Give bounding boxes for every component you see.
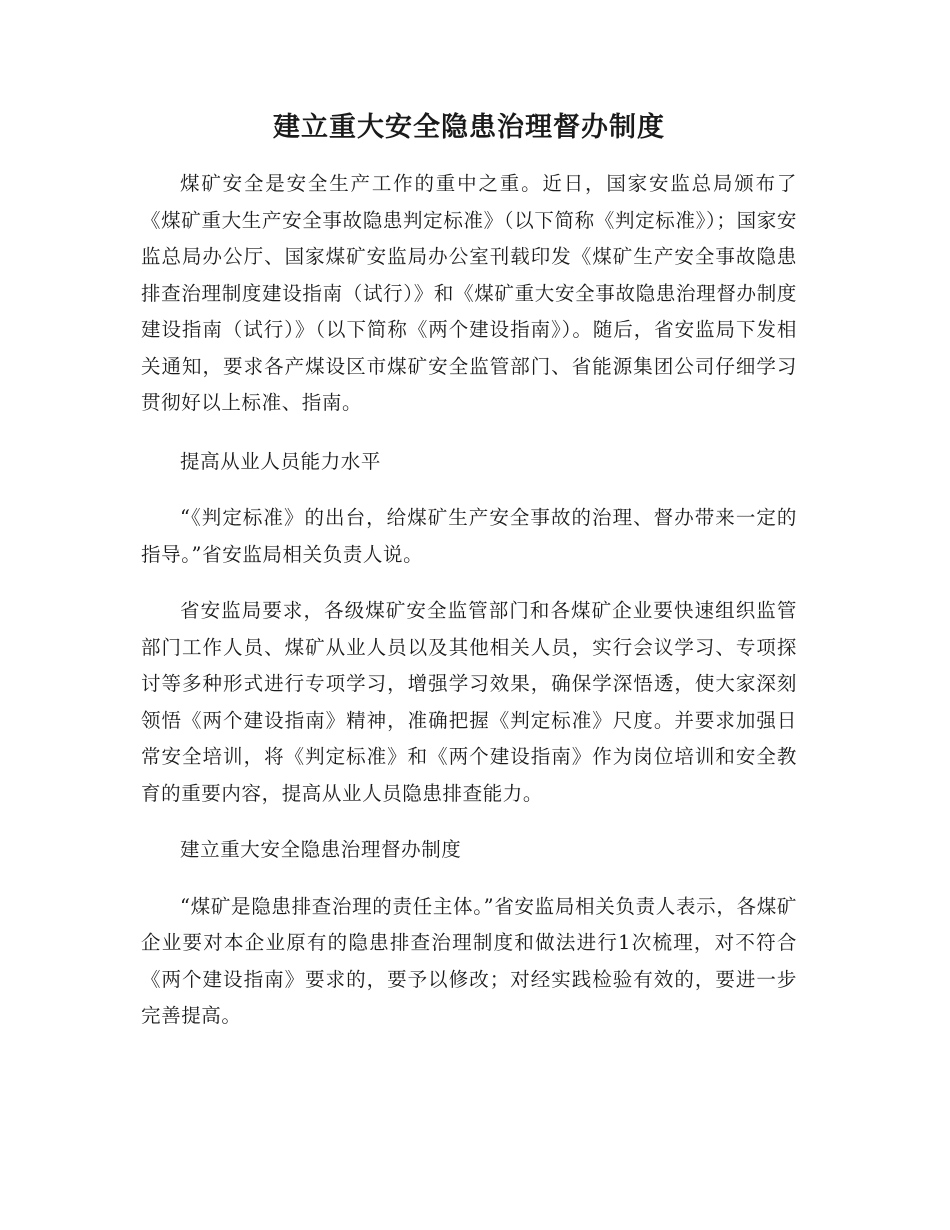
section-heading-system: 建立重大安全隐患治理督办制度 (180, 838, 462, 861)
paragraph-quote: “《判定标准》的出台，给煤矿生产安全事故的治理、督办带来一定的指导。”省安监局相关负责人说。 (141, 506, 797, 566)
document-title: 建立重大安全隐患治理督办制度 (273, 112, 665, 143)
document-page (141, 108, 797, 1055)
section-heading-ability: 提高从业人员能力水平 (180, 449, 382, 473)
paragraph-responsibility: “煤矿是隐患排查治理的责任主体。”省安监局相关负责人表示，各煤矿企业要对本企业原有的隐患排查治理制度和做法进行1次梳理，对不符合《两个建设指南》要求的，要予以修改；对经实践检验有效的，要进一步完善提高。 (141, 894, 797, 1027)
paragraph-requirements: 省安监局要求，各级煤矿安全监管部门和各煤矿企业要快速组织监管部门工作人员、煤矿从业人员以及其他相关人员，实行会议学习、专项探讨等多种形式进行专项学习，增强学习效果，确保学深悟透，使大家深刻领悟《两个建设指南》精神，准确把握《判定标准》尺度。并要求加强日常安全培训，将《判定标准》和《两个建设指南》作为岗位培训和安全教育的重要内容，提高从业人员隐患排查能力。 (141, 599, 797, 805)
paragraph-intro: 煤矿安全是安全生产工作的重中之重。近日，国家安监总局颁布了《煤矿重大生产安全事故隐患判定标准》（以下简称《判定标准》）；国家安监总局办公厅、国家煤矿安监局办公室刊载印发《煤矿生产安全事故隐患排查治理制度建设指南（试行）》和《煤矿重大安全事故隐患治理督办制度建设指南（试行）》（以下简称《两个建设指南》）。随后，省安监局下发相关通知，要求各产煤设区市煤矿安全监管部门、省能源集团公司仔细学习贯彻好以上标准、指南。 (141, 172, 797, 414)
